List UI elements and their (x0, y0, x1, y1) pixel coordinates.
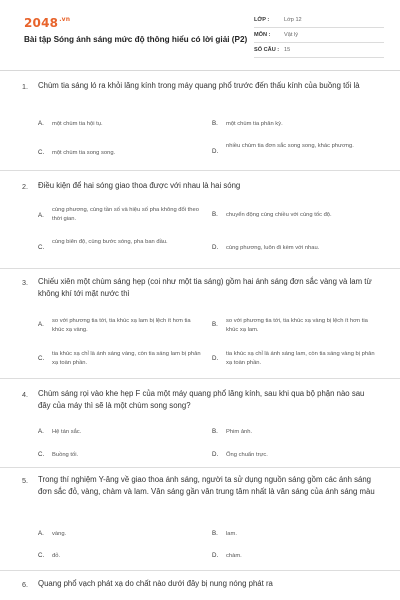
option-text: Ống chuẩn trực. (226, 452, 268, 458)
option-text: một chùm tia song song. (52, 150, 116, 156)
meta-row-count (254, 45, 384, 58)
option-key: C. (38, 355, 45, 362)
option-text: cùng biên độ, cùng bước sóng, pha ban đầu. (52, 239, 168, 245)
option-key: B. (212, 530, 218, 537)
question-number: 3. (22, 278, 28, 287)
question-number: 1. (22, 82, 28, 91)
option-key: B. (212, 120, 218, 127)
meta-value: Lớp 12 (284, 17, 302, 23)
option-text: vàng. (52, 531, 67, 537)
question-divider (0, 170, 400, 171)
question-divider (0, 378, 400, 379)
logo-suffix: .vn (59, 16, 71, 23)
option-text: Buồng tối. (52, 452, 79, 458)
option-key: C. (38, 244, 45, 251)
option-text: chàm. (226, 553, 242, 559)
question-divider (0, 268, 400, 269)
question-number: 6. (22, 580, 28, 589)
option-text: cùng phương, cùng tần số và hiệu số pha không đổi theo thời gian. (52, 207, 199, 222)
option-text: cùng phương, luôn đi kèm với nhau. (226, 245, 320, 251)
meta-row-class (254, 15, 384, 28)
option-key: A. (38, 212, 44, 219)
option-key: A. (38, 321, 44, 328)
option-text: tia khúc xạ chỉ là ánh sáng lam, còn tia sáng vàng bị phản xạ toàn phần. (226, 351, 375, 366)
option-text: lam. (226, 531, 237, 537)
option-key: B. (212, 428, 218, 435)
meta-value: 15 (284, 47, 291, 53)
site-logo[interactable] (24, 16, 70, 30)
document-header (0, 0, 400, 71)
option-key: C. (38, 552, 45, 559)
meta-row-subject (254, 30, 384, 43)
meta-label: MÔN : (254, 32, 271, 38)
question-number: 5. (22, 476, 28, 485)
option-text: chuyển động cùng chiều với cùng tốc độ. (226, 212, 332, 218)
meta-label: LỚP : (254, 17, 270, 23)
question-divider (0, 570, 400, 571)
option-text: so với phương tia tới, tia khúc xạ vàng bị lệch ít hơn tia khúc xạ lam. (226, 318, 368, 333)
option-key: D. (212, 148, 219, 155)
meta-value: Vật lý (284, 32, 298, 38)
option-text: đỏ. (52, 553, 61, 559)
question-text: Chiếu xiên một chùm sáng hẹp (coi như một tia sáng) gồm hai ánh sáng đơn sắc vàng và lam từ không khí tới mặt nước thì (38, 277, 372, 298)
document-title: Bài tập Sóng ánh sáng mức độ thông hiểu có lời giải (P2) (24, 35, 248, 44)
option-key: D. (212, 355, 219, 362)
option-key: C. (38, 149, 45, 156)
logo-text: 2048 (24, 16, 59, 30)
option-text: tia khúc xạ chỉ là ánh sáng vàng, còn tia sáng lam bị phản xạ toàn phần. (52, 351, 201, 366)
question-number: 4. (22, 390, 28, 399)
option-key: A. (38, 120, 44, 127)
question-divider (0, 467, 400, 468)
option-key: B. (212, 321, 218, 328)
question-text: Chùm tia sáng ló ra khỏi lăng kính trong máy quang phổ trước đến thấu kính của buồng tối là (38, 81, 360, 90)
option-key: A. (38, 428, 44, 435)
option-key: C. (38, 451, 45, 458)
option-key: B. (212, 211, 218, 218)
question-number: 2. (22, 182, 28, 191)
option-key: D. (212, 552, 219, 559)
option-key: A. (38, 530, 44, 537)
option-text: nhiều chùm tia đơn sắc song song, khác phương. (226, 143, 354, 149)
question-text: Trong thí nghiệm Y-âng về giao thoa ánh sáng, người ta sử dụng nguồn sáng gồm các ánh sáng đơn sắc đỏ, vàng, chàm và lam. Vân sáng gần vân trung tâm nhất là vân sáng của ánh sáng màu (38, 475, 375, 496)
option-text: một chùm tia hội tụ. (52, 121, 103, 127)
question-text: Chùm sáng rọi vào khe hẹp F của một máy quang phổ lăng kính, sau khi qua bộ phận nào sau đây của máy thì sẽ là một chùm song song? (38, 389, 365, 410)
option-text: so với phương tia tới, tia khúc xạ lam bị lệch ít hơn tia khúc xạ vàng. (52, 318, 191, 333)
question-text: Điều kiện để hai sóng giao thoa được với nhau là hai sóng (38, 181, 241, 190)
meta-label: SỐ CÂU : (254, 47, 280, 53)
option-key: D. (212, 451, 219, 458)
option-text: một chùm tia phân kỳ. (226, 121, 283, 127)
option-key: D. (212, 244, 219, 251)
question-text: Quang phổ vạch phát xạ do chất nào dưới đây bị nung nóng phát ra (38, 579, 273, 588)
option-text: Hệ tán sắc. (52, 429, 82, 435)
option-text: Phim ảnh. (226, 429, 253, 435)
